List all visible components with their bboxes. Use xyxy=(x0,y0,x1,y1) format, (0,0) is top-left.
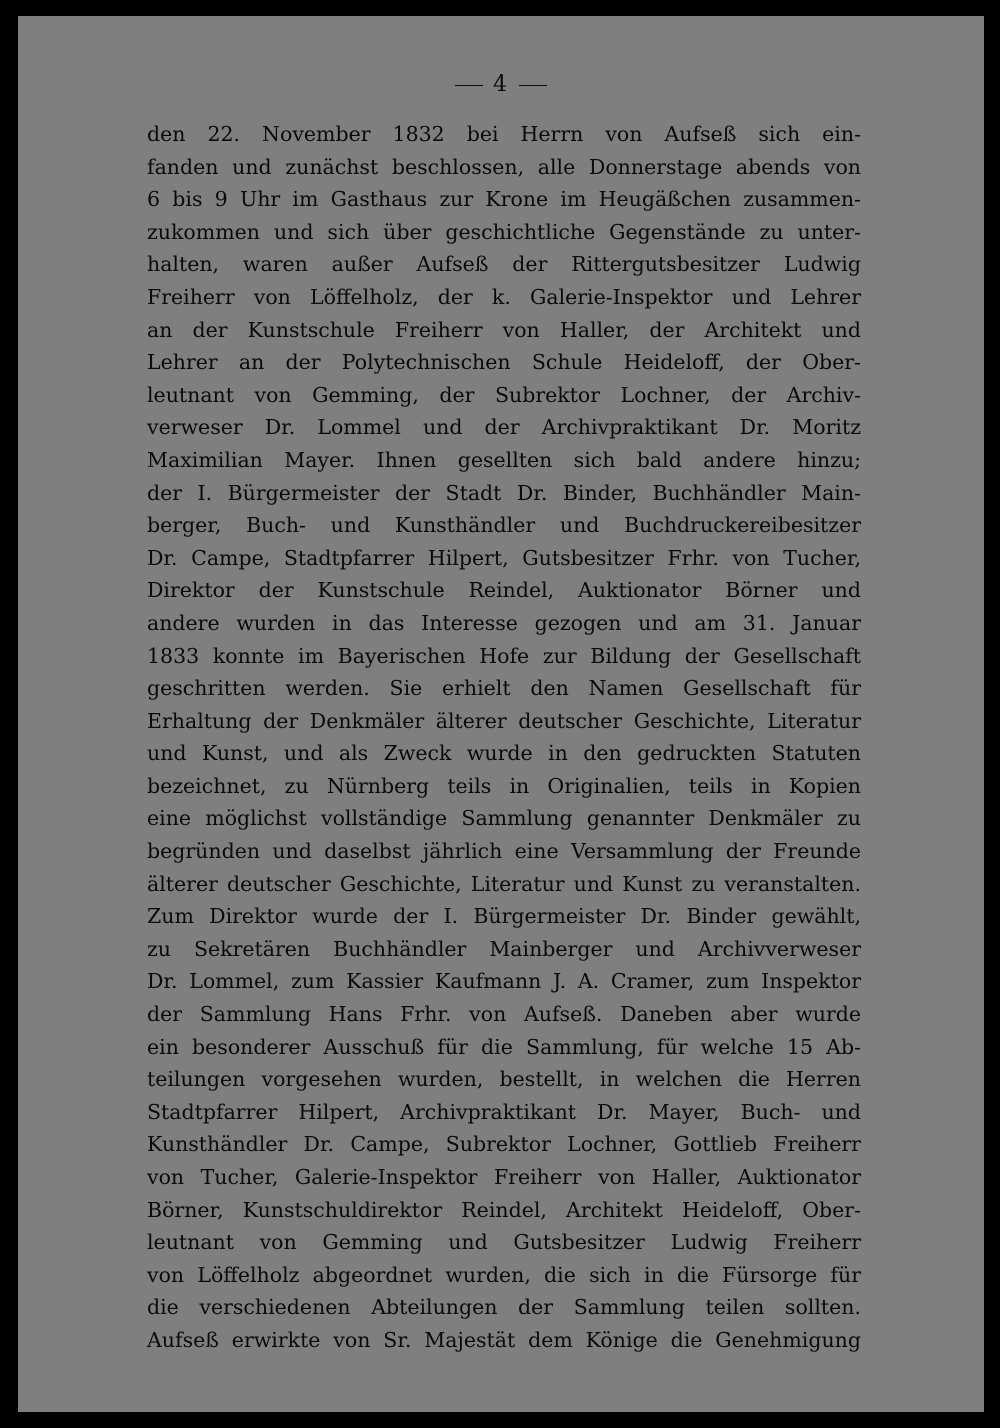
text-line: halten, waren außer Aufseß der Rittergutsbesitzer Ludwig xyxy=(147,252,861,277)
text-line: den 22. November 1832 bei Herrn von Aufseß sich ein- xyxy=(147,122,861,146)
text-line: begründen und daselbst jährlich eine Versammlung der Freunde xyxy=(147,839,861,864)
page-number-header xyxy=(18,72,984,97)
text-line: eine möglichst vollständige Sammlung genannter Denkmäler zu xyxy=(147,806,861,831)
text-line: an der Kunstschule Freiherr von Haller, der Architekt und xyxy=(147,317,861,342)
text-line: geschritten werden. Sie erhielt den Namen Gesellschaft für xyxy=(147,676,861,701)
text-line: zukommen und sich über geschichtliche Gegenstände zu unter- xyxy=(147,219,861,244)
page-number-dash-right xyxy=(519,85,547,86)
text-line: von Löffelholz abgeordnet wurden, die sich in die Fürsorge für xyxy=(147,1262,861,1287)
text-line: die verschiedenen Abteilungen der Sammlung teilen sollten. xyxy=(147,1295,861,1320)
text-line: Maximilian Mayer. Ihnen gesellten sich bald andere hinzu; xyxy=(147,447,861,472)
text-line: Freiherr von Löffelholz, der k. Galerie-Inspektor und Lehrer xyxy=(147,284,861,309)
text-line: berger, Buch- und Kunsthändler und Buchdruckereibesitzer xyxy=(147,513,861,538)
text-line: der I. Bürgermeister der Stadt Dr. Binder, Buchhändler Main- xyxy=(147,480,861,505)
text-line: Börner, Kunstschuldirektor Reindel, Architekt Heideloff, Ober- xyxy=(147,1197,861,1222)
text-line: der Sammlung Hans Frhr. von Aufseß. Daneben aber wurde xyxy=(147,1002,861,1027)
text-line: bezeichnet, zu Nürnberg teils in Originalien, teils in Kopien xyxy=(147,773,861,798)
text-line: Aufseß erwirkte von Sr. Majestät dem Könige die Genehmigung xyxy=(147,1327,861,1352)
page-number-dash-left xyxy=(455,85,483,86)
page-number: 4 xyxy=(493,72,509,97)
text-line: Lehrer an der Polytechnischen Schule Heideloff, der Ober- xyxy=(147,350,861,375)
text-line: andere wurden in das Interesse gezogen und am 31. Januar xyxy=(147,610,861,635)
text-line: Zum Direktor wurde der I. Bürgermeister Dr. Binder gewählt, xyxy=(147,904,861,929)
text-line: und Kunst, und als Zweck wurde in den gedruckten Statuten xyxy=(147,741,861,766)
book-page xyxy=(18,16,984,1412)
body-text xyxy=(147,118,861,1357)
text-line: ein besonderer Ausschuß für die Sammlung, für welche 15 Ab- xyxy=(147,1034,861,1059)
text-line: Direktor der Kunstschule Reindel, Auktionator Börner und xyxy=(147,578,861,603)
text-line: von Tucher, Galerie-Inspektor Freiherr von Haller, Auktionator xyxy=(147,1165,861,1189)
text-line: 6 bis 9 Uhr im Gasthaus zur Krone im Heugäßchen zusammen- xyxy=(147,187,861,212)
text-line: teilungen vorgesehen wurden, bestellt, in welchen die Herren xyxy=(147,1067,861,1092)
text-line: Erhaltung der Denkmäler älterer deutscher Geschichte, Literatur xyxy=(147,708,861,733)
text-line: Dr. Campe, Stadtpfarrer Hilpert, Gutsbesitzer Frhr. von Tucher, xyxy=(147,545,861,570)
text-line: Kunsthändler Dr. Campe, Subrektor Lochner, Gottlieb Freiherr xyxy=(147,1132,861,1157)
text-line: älterer deutscher Geschichte, Literatur und Kunst zu veranstalten. xyxy=(147,871,861,896)
text-line: leutnant von Gemming und Gutsbesitzer Ludwig Freiherr xyxy=(147,1230,861,1255)
text-line: verweser Dr. Lommel und der Archivpraktikant Dr. Moritz xyxy=(147,415,861,440)
text-line: zu Sekretären Buchhändler Mainberger und Archivverweser xyxy=(147,936,861,961)
text-line: Dr. Lommel, zum Kassier Kaufmann J. A. Cramer, zum Inspektor xyxy=(147,969,861,994)
text-line: fanden und zunächst beschlossen, alle Donnerstage abends von xyxy=(147,154,861,179)
text-line: leutnant von Gemming, der Subrektor Lochner, der Archiv- xyxy=(147,382,861,407)
text-line: Stadtpfarrer Hilpert, Archivpraktikant Dr. Mayer, Buch- und xyxy=(147,1099,861,1124)
text-line: 1833 konnte im Bayerischen Hofe zur Bildung der Gesellschaft xyxy=(147,643,861,668)
